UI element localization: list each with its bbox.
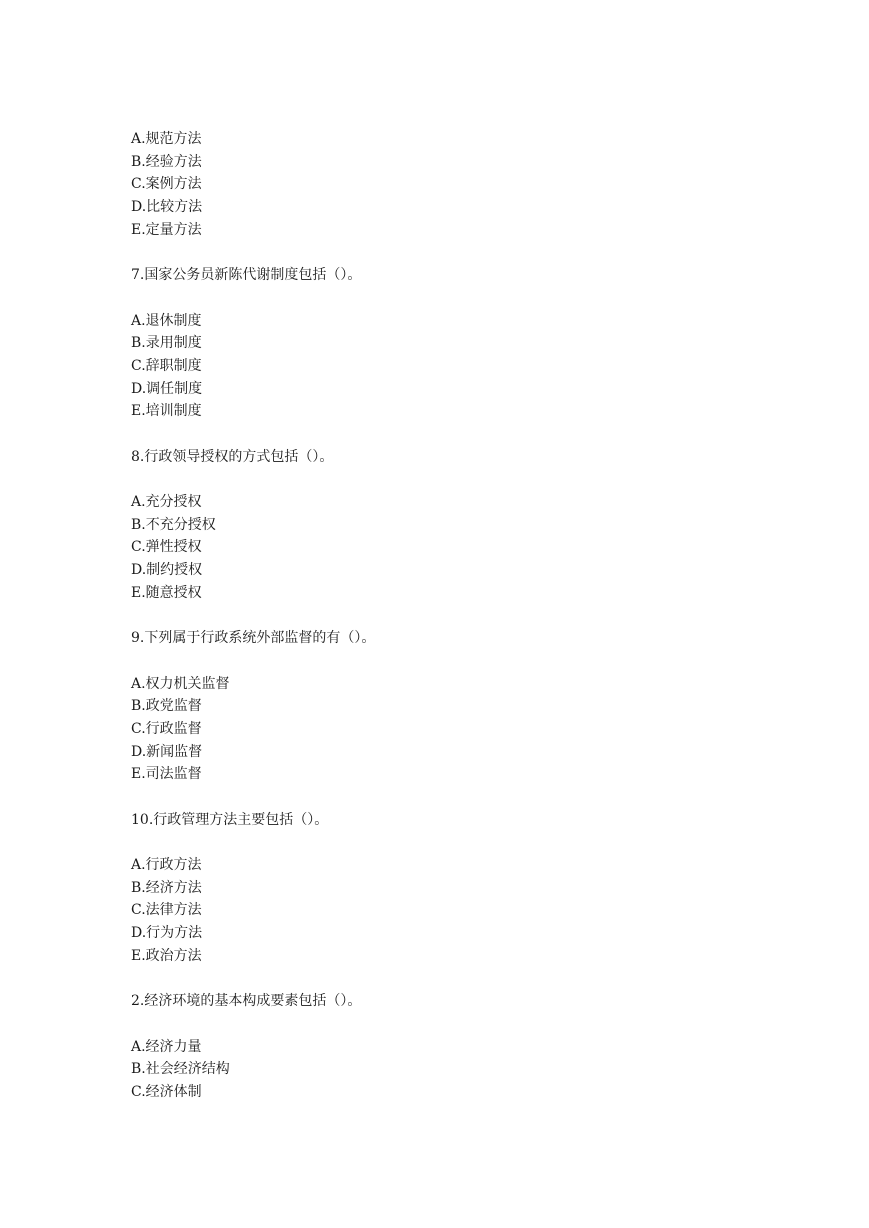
question-text: 9.下列属于行政系统外部监督的有（）。 (131, 630, 376, 647)
document-page (131, 128, 771, 1104)
question-8 (131, 446, 771, 605)
option-d: D.行为方法 (131, 925, 203, 942)
option-c: C.案例方法 (131, 176, 202, 193)
option-b: B.不充分授权 (131, 516, 216, 533)
option-d: D.新闻监督 (131, 743, 203, 760)
question-7 (131, 264, 771, 423)
option-c: C.弹性授权 (131, 539, 202, 556)
option-a: A.行政方法 (131, 857, 202, 873)
option-d: D.调任制度 (131, 380, 203, 397)
spacer (131, 650, 771, 673)
option-e: E.司法监督 (131, 766, 202, 783)
spacer (131, 287, 771, 310)
options-group-continued (131, 128, 771, 241)
option-b: B.经验方法 (131, 153, 202, 170)
option-a: A.经济力量 (131, 1038, 202, 1055)
option-b: B.政党监督 (131, 698, 202, 715)
option-a: A.退休制度 (131, 312, 202, 329)
spacer (131, 423, 771, 446)
question-2 (131, 990, 771, 1103)
option-c: C.法律方法 (131, 902, 202, 919)
question-10 (131, 809, 771, 968)
spacer (131, 241, 771, 264)
option-a: A.规范方法 (131, 131, 202, 147)
spacer (131, 604, 771, 627)
option-e: E.定量方法 (131, 221, 202, 238)
option-c: C.行政监督 (131, 720, 202, 737)
question-text: 2.经济环境的基本构成要素包括（）。 (131, 993, 362, 1010)
option-b: B.社会经济结构 (131, 1061, 230, 1078)
option-a: A.权力机关监督 (131, 675, 230, 692)
question-text: 7.国家公务员新陈代谢制度包括（）。 (131, 267, 362, 284)
option-b: B.录用制度 (131, 335, 202, 352)
option-c: C.经济体制 (131, 1083, 202, 1100)
spacer (131, 786, 771, 809)
spacer (131, 831, 771, 854)
spacer (131, 468, 771, 491)
option-c: C.辞职制度 (131, 357, 202, 374)
option-e: E.政治方法 (131, 947, 202, 964)
spacer (131, 1013, 771, 1036)
option-b: B.经济方法 (131, 879, 202, 896)
option-e: E.随意授权 (131, 584, 202, 601)
question-text: 10.行政管理方法主要包括（）。 (131, 811, 329, 828)
option-d: D.制约授权 (131, 562, 203, 579)
option-e: E.培训制度 (131, 403, 202, 420)
option-a: A.充分授权 (131, 494, 202, 510)
spacer (131, 967, 771, 990)
option-d: D.比较方法 (131, 199, 203, 216)
question-9 (131, 627, 771, 786)
question-text: 8.行政领导授权的方式包括（）。 (131, 448, 334, 465)
